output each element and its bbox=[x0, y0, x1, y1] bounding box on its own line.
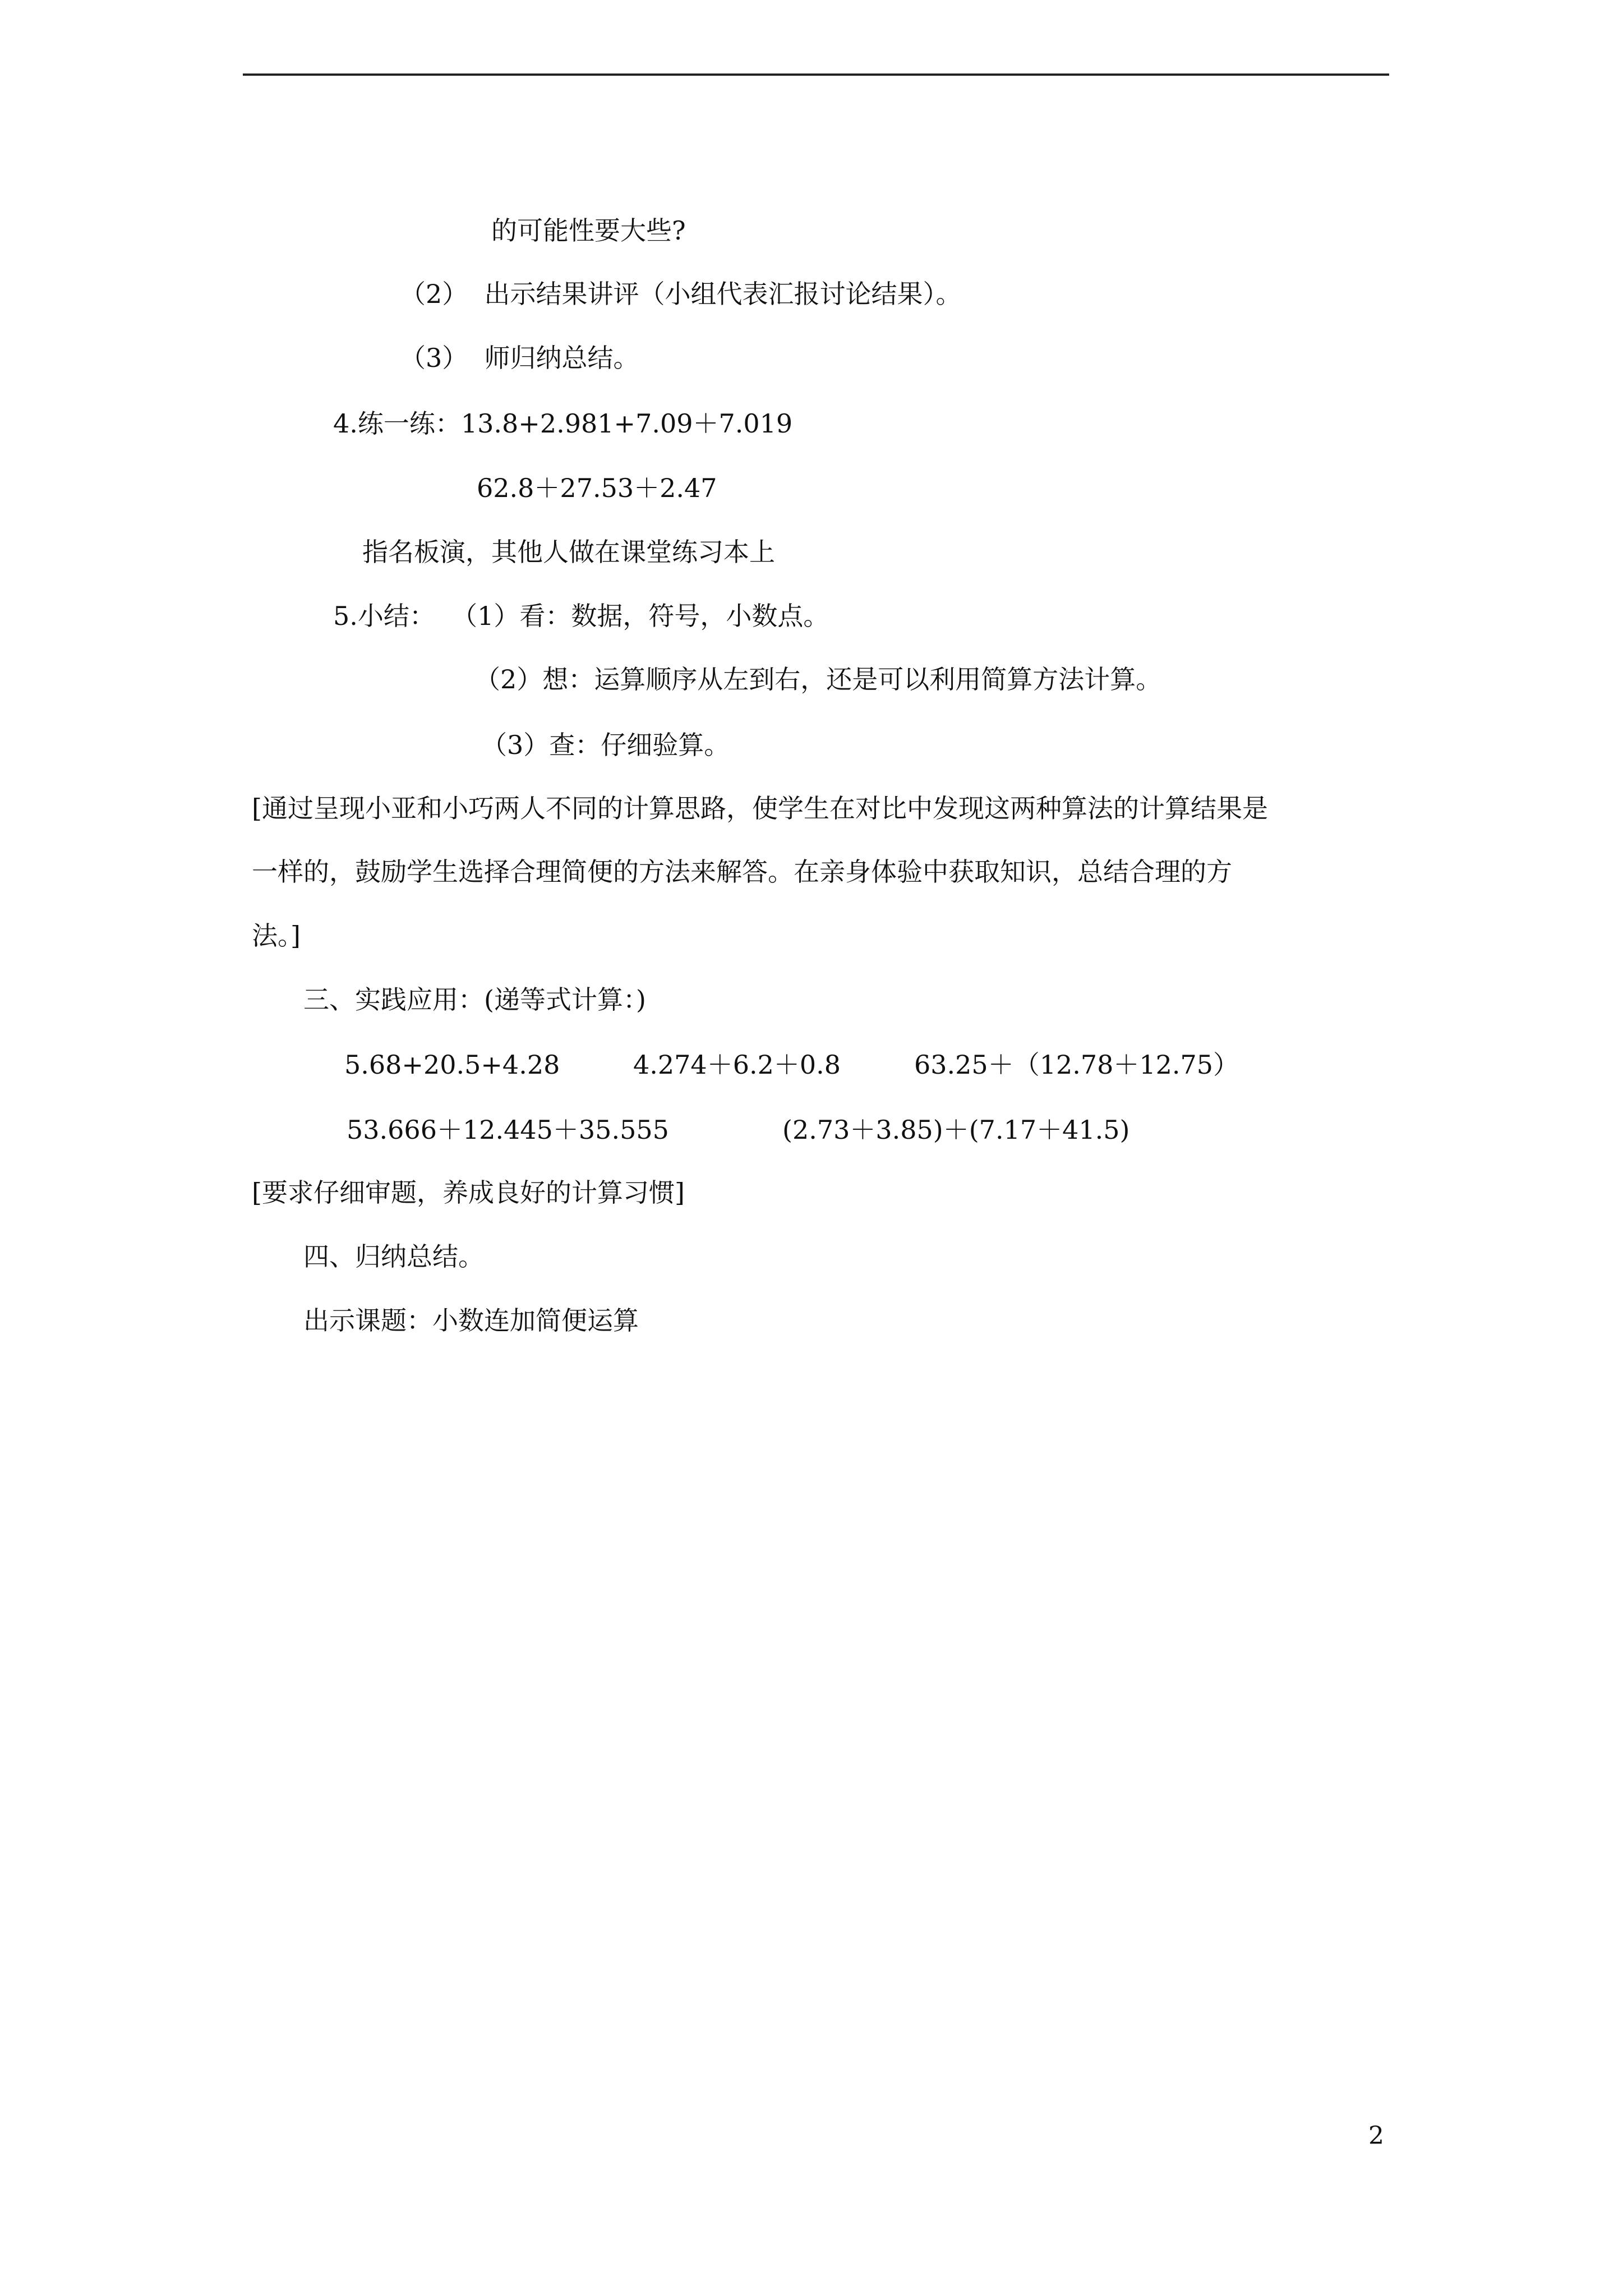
text-line: 5.68+20.5+4.28 bbox=[344, 1050, 560, 1080]
text-line: (2.73＋3.85)＋(7.17＋41.5) bbox=[782, 1115, 1130, 1145]
text-line: 4.274＋6.2＋0.8 bbox=[633, 1050, 841, 1080]
text-line: 63.25＋（12.78＋12.75） bbox=[914, 1050, 1239, 1080]
text-line: 4.练一练：13.8+2.981+7.09＋7.019 bbox=[333, 408, 793, 439]
text-line: 的可能性要大些? bbox=[491, 215, 686, 246]
text-line: 62.8＋27.53＋2.47 bbox=[477, 473, 717, 503]
text-line: 53.666＋12.445＋35.555 bbox=[347, 1115, 669, 1145]
section-heading: 四、归纳总结。 bbox=[303, 1241, 484, 1272]
text-line: 出示课题：小数连加简便运算 bbox=[303, 1305, 639, 1336]
text-line: [通过呈现小亚和小巧两人不同的计算思路，使学生在对比中发现这两种算法的计算结果是 bbox=[252, 793, 1268, 823]
header-rule bbox=[243, 73, 1389, 76]
text-line: 一样的，鼓励学生选择合理简便的方法来解答。在亲身体验中获取知识，总结合理的方 bbox=[252, 857, 1232, 887]
text-line: （3）查：仔细验算。 bbox=[481, 730, 730, 760]
section-heading: 三、实践应用：(递等式计算：) bbox=[303, 984, 646, 1015]
text-line: （2） 出示结果讲评（小组代表汇报讨论结果）。 bbox=[400, 279, 962, 309]
text-line: 5.小结： （1）看：数据，符号，小数点。 bbox=[333, 601, 829, 631]
text-line: （2）想：运算顺序从左到右，还是可以利用简算方法计算。 bbox=[474, 664, 1162, 694]
text-line: 法。] bbox=[252, 921, 301, 951]
text-line: [要求仔细审题，养成良好的计算习惯] bbox=[252, 1177, 685, 1208]
page-number: 2 bbox=[1368, 2122, 1384, 2150]
text-line: （3） 师归纳总结。 bbox=[400, 343, 639, 373]
text-line: 指名板演，其他人做在课堂练习本上 bbox=[362, 537, 775, 567]
